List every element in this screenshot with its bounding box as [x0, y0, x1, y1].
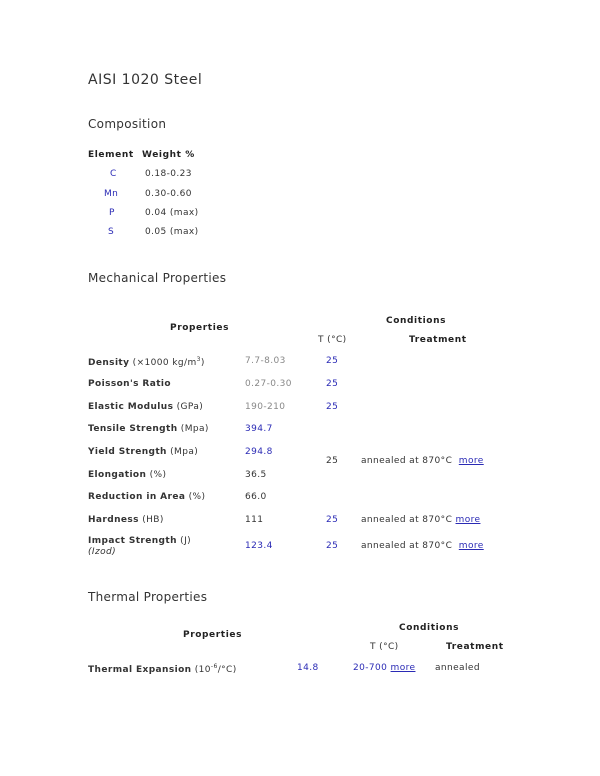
property-name: Reduction in Area (%): [88, 492, 206, 502]
property-temp: 25: [326, 402, 339, 412]
property-value: 14.8: [297, 663, 319, 673]
grouped-treatment: annealed at 870°C more: [361, 456, 484, 466]
mechanical-col-conditions: Conditions: [386, 316, 447, 326]
property-value: 123.4: [245, 541, 273, 551]
more-link[interactable]: more: [390, 663, 416, 673]
property-value: 66.0: [245, 492, 267, 502]
property-value: 0.27-0.30: [245, 379, 292, 389]
property-name: Poisson's Ratio: [88, 379, 171, 389]
thermal-heading: Thermal Properties: [88, 590, 208, 604]
thermal-col-conditions: Conditions: [399, 623, 460, 633]
property-value: 7.7-8.03: [245, 356, 286, 366]
property-name: Density (×1000 $kg/m^3$): [88, 356, 205, 368]
grouped-temp: 25: [326, 456, 339, 466]
property-name: Hardness (HB): [88, 515, 164, 525]
property-value: 394.7: [245, 424, 273, 434]
composition-heading: Composition: [88, 117, 167, 131]
property-temp: 25: [326, 356, 339, 366]
composition-element: Mn: [104, 189, 119, 199]
composition-element: S: [108, 227, 115, 237]
more-link[interactable]: more: [455, 515, 481, 525]
thermal-col-properties: Properties: [183, 630, 243, 640]
property-treatment: annealed: [435, 663, 480, 673]
mechanical-col-temp: T (°C): [318, 335, 347, 345]
composition-weight: 0.18-0.23: [145, 169, 192, 179]
composition-col-element: Element: [88, 150, 134, 160]
property-name: Impact Strength (J) (Izod): [88, 536, 192, 557]
composition-weight: 0.30-0.60: [145, 189, 192, 199]
property-value: 294.8: [245, 447, 273, 457]
composition-col-weight: Weight %: [142, 150, 195, 160]
property-temp: 25: [326, 379, 339, 389]
composition-weight: 0.04 (max): [145, 208, 199, 218]
property-temp: 20-700 more: [353, 663, 416, 673]
page-title: AISI 1020 Steel: [88, 72, 203, 88]
composition-element: C: [110, 169, 117, 179]
property-treatment: annealed at 870°C more: [361, 541, 484, 551]
property-name: Elongation (%): [88, 470, 167, 480]
property-value: 111: [245, 515, 264, 525]
property-temp: 25: [326, 515, 339, 525]
property-name: Yield Strength (Mpa): [88, 447, 199, 457]
property-value: 190-210: [245, 402, 286, 412]
composition-weight: 0.05 (max): [145, 227, 199, 237]
more-link[interactable]: more: [458, 456, 484, 466]
property-treatment: annealed at 870°C more: [361, 515, 481, 525]
property-name: Tensile Strength (Mpa): [88, 424, 209, 434]
thermal-col-treatment: Treatment: [446, 642, 504, 652]
thermal-col-temp: T (°C): [370, 642, 399, 652]
property-name: Elastic Modulus (GPa): [88, 402, 204, 412]
property-temp: 25: [326, 541, 339, 551]
property-name: Thermal Expansion $(10^{-6}/^\circ C)$: [88, 663, 237, 675]
composition-element: P: [109, 208, 115, 218]
mechanical-heading: Mechanical Properties: [88, 271, 227, 285]
property-value: 36.5: [245, 470, 267, 480]
mechanical-col-properties: Properties: [170, 323, 230, 333]
more-link[interactable]: more: [458, 541, 484, 551]
mechanical-col-treatment: Treatment: [409, 335, 467, 345]
